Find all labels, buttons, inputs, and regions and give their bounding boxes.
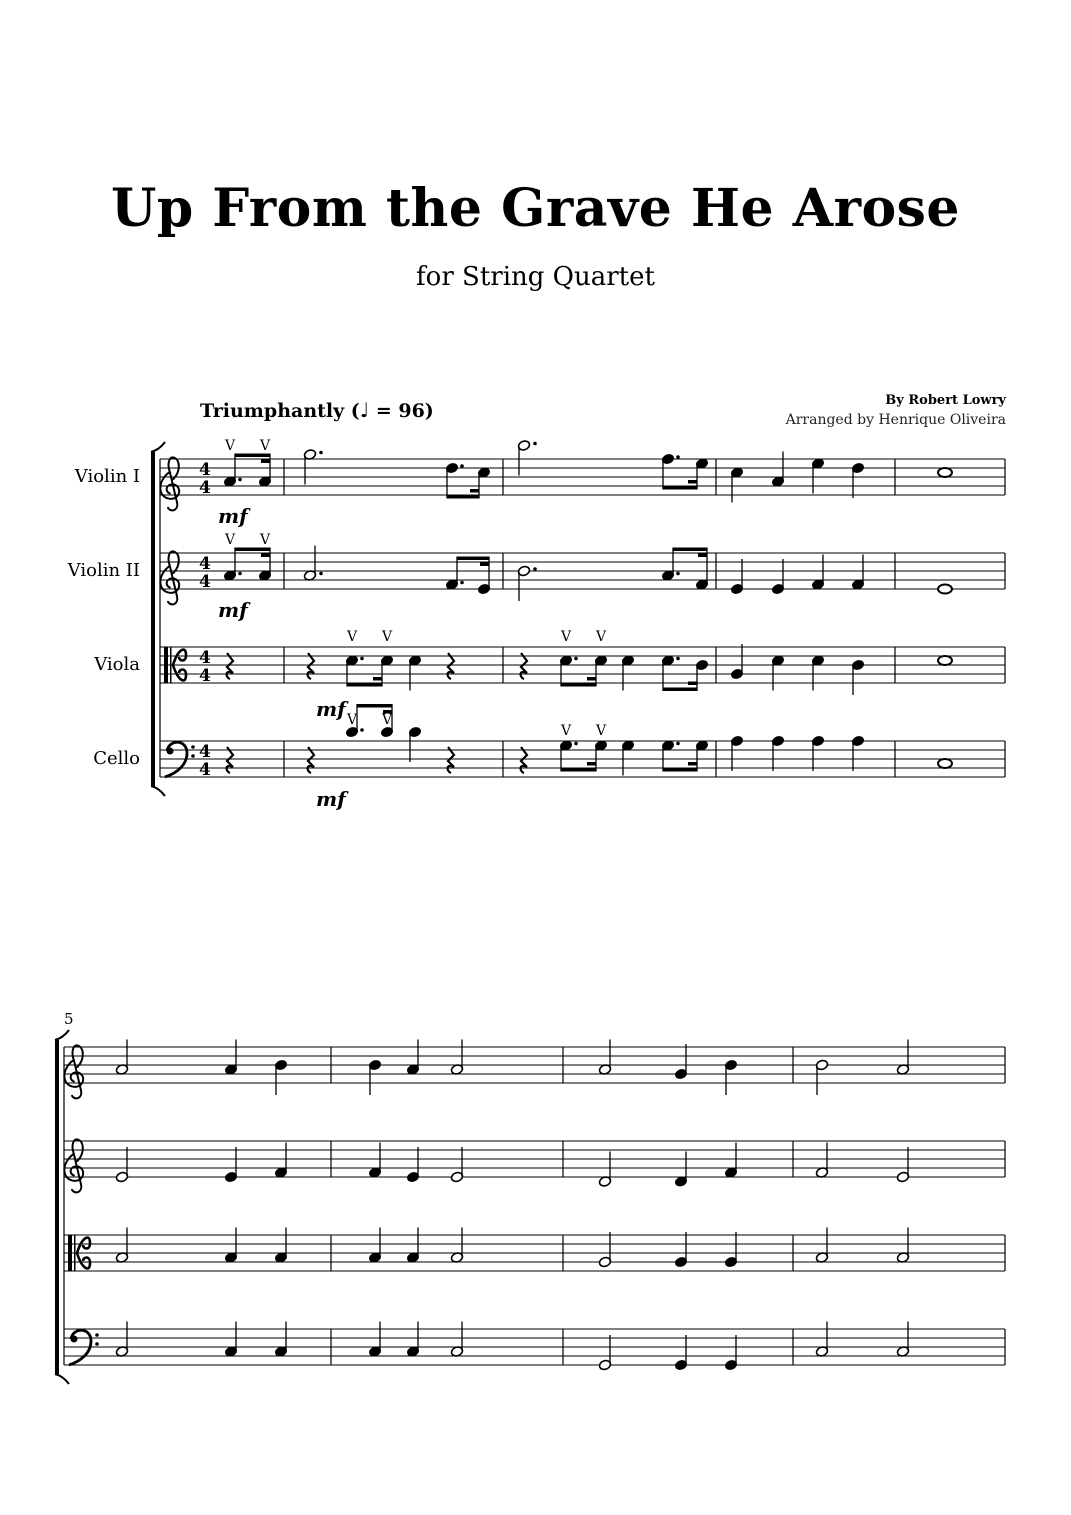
- treble-clef-icon: [64, 1139, 83, 1192]
- system-bracket-hook: [55, 1374, 69, 1384]
- up-bow-mark: V: [382, 629, 393, 645]
- quarter-rest: [308, 747, 314, 773]
- up-bow-mark: V: [225, 438, 236, 454]
- bass-clef-curve: [165, 742, 187, 777]
- quarter-rest: [227, 653, 233, 679]
- up-bow-mark: V: [382, 712, 393, 728]
- treble-clef-icon: [64, 1045, 83, 1098]
- augmentation-dot: [676, 657, 680, 661]
- bass-clef-icon: [69, 1330, 99, 1365]
- dynamic-mf: mf: [316, 697, 346, 721]
- system-bracket: [151, 452, 155, 786]
- bass-clef-curve: [69, 1330, 91, 1365]
- bass-clef-dot: [95, 1342, 99, 1346]
- beam: [587, 762, 596, 766]
- up-bow-mark: V: [347, 712, 358, 728]
- up-bow-mark: V: [561, 629, 572, 645]
- augmentation-dot: [319, 451, 323, 455]
- beam: [663, 486, 697, 490]
- beam: [663, 688, 697, 692]
- tempo-value: = 96): [369, 400, 434, 422]
- quarter-rest: [448, 747, 454, 773]
- augmentation-dot: [676, 455, 680, 459]
- whole-note: [938, 759, 952, 768]
- beam: [261, 460, 270, 464]
- beam: [357, 704, 392, 708]
- quarter-note-icon: ♩: [359, 398, 370, 422]
- quarter-rest: [521, 653, 527, 679]
- instrument-label-violin-1: Violin I: [74, 466, 140, 487]
- measure-number: 5: [64, 1010, 74, 1028]
- instrument-label-violin-2: Violin II: [67, 560, 140, 581]
- beam: [663, 768, 697, 772]
- instrument-label-cello: Cello: [93, 748, 140, 769]
- time-signature-bottom: 4: [199, 478, 211, 498]
- augmentation-dot: [460, 581, 464, 585]
- augmentation-dot: [533, 567, 537, 571]
- beam: [347, 683, 382, 687]
- augmentation-dot: [574, 657, 578, 661]
- dynamic-mf: mf: [218, 598, 248, 622]
- up-bow-mark: V: [260, 438, 271, 454]
- beam: [561, 683, 596, 687]
- up-bow-mark: V: [596, 723, 607, 739]
- bass-clef-dot: [191, 745, 195, 749]
- score-subtitle: for String Quartet: [416, 262, 655, 292]
- whole-note: [938, 656, 952, 665]
- treble-clef-icon: [160, 551, 179, 604]
- dynamic-mf: mf: [316, 787, 346, 811]
- up-bow-mark: V: [596, 629, 607, 645]
- augmentation-dot: [319, 572, 323, 576]
- system-bracket-hook: [151, 442, 165, 452]
- beam: [688, 762, 697, 766]
- beam: [673, 548, 707, 552]
- alto-clef-bar: [170, 647, 172, 683]
- time-signature-bottom: 4: [199, 572, 211, 592]
- score-title: Up From the Grave He Arose: [110, 178, 961, 239]
- dynamic-mf: mf: [218, 504, 248, 528]
- quarter-rest: [448, 653, 454, 679]
- time-signature-bottom: 4: [199, 760, 211, 780]
- augmentation-dot: [360, 728, 364, 732]
- system-bracket: [55, 1040, 59, 1374]
- augmentation-dot: [238, 572, 242, 576]
- time-signature-top: 4: [199, 460, 211, 480]
- beam: [235, 548, 270, 552]
- whole-note: [938, 468, 952, 477]
- alto-clef-bar: [164, 647, 168, 683]
- quarter-rest: [227, 747, 233, 773]
- system-bracket-hook: [55, 1030, 69, 1040]
- tempo-text: Triumphantly (: [200, 400, 360, 422]
- arranger: Arranged by Henrique Oliveira: [785, 412, 1006, 428]
- up-bow-mark: V: [561, 723, 572, 739]
- augmentation-dot: [460, 464, 464, 468]
- alto-clef-bar: [74, 1235, 76, 1271]
- treble-clef-shape: [160, 551, 179, 604]
- augmentation-dot: [574, 742, 578, 746]
- beam: [373, 677, 382, 681]
- system-bracket-hook: [151, 786, 165, 796]
- beam: [447, 495, 479, 499]
- treble-clef-icon: [160, 457, 179, 510]
- beam: [470, 489, 479, 493]
- time-signature-top: 4: [199, 648, 211, 668]
- time-signature-top: 4: [199, 554, 211, 574]
- treble-clef-shape: [64, 1139, 83, 1192]
- beam: [235, 454, 270, 458]
- bass-clef-dot: [167, 748, 174, 755]
- beam: [698, 554, 707, 558]
- augmentation-dot: [533, 442, 537, 446]
- quarter-rest: [521, 747, 527, 773]
- up-bow-mark: V: [260, 532, 271, 548]
- up-bow-mark: V: [347, 629, 358, 645]
- alto-clef-bar: [68, 1235, 72, 1271]
- instrument-label-viola: Viola: [94, 654, 140, 675]
- beam: [688, 480, 697, 484]
- bass-clef-icon: [165, 742, 195, 777]
- augmentation-dot: [238, 478, 242, 482]
- augmentation-dot: [360, 657, 364, 661]
- beam: [561, 768, 596, 772]
- treble-clef-shape: [160, 457, 179, 510]
- beam: [688, 682, 697, 686]
- up-bow-mark: V: [225, 532, 236, 548]
- bass-clef-dot: [71, 1336, 78, 1343]
- bass-clef-dot: [191, 754, 195, 758]
- quarter-rest: [308, 653, 314, 679]
- composer: By Robert Lowry: [885, 393, 1006, 408]
- augmentation-dot: [676, 572, 680, 576]
- beam: [261, 554, 270, 558]
- beam: [480, 563, 489, 567]
- whole-note: [938, 585, 952, 594]
- beam: [457, 557, 489, 561]
- treble-clef-shape: [64, 1045, 83, 1098]
- augmentation-dot: [676, 742, 680, 746]
- bass-clef-dot: [95, 1333, 99, 1337]
- beam: [587, 677, 596, 681]
- time-signature-top: 4: [199, 742, 211, 762]
- time-signature-bottom: 4: [199, 666, 211, 686]
